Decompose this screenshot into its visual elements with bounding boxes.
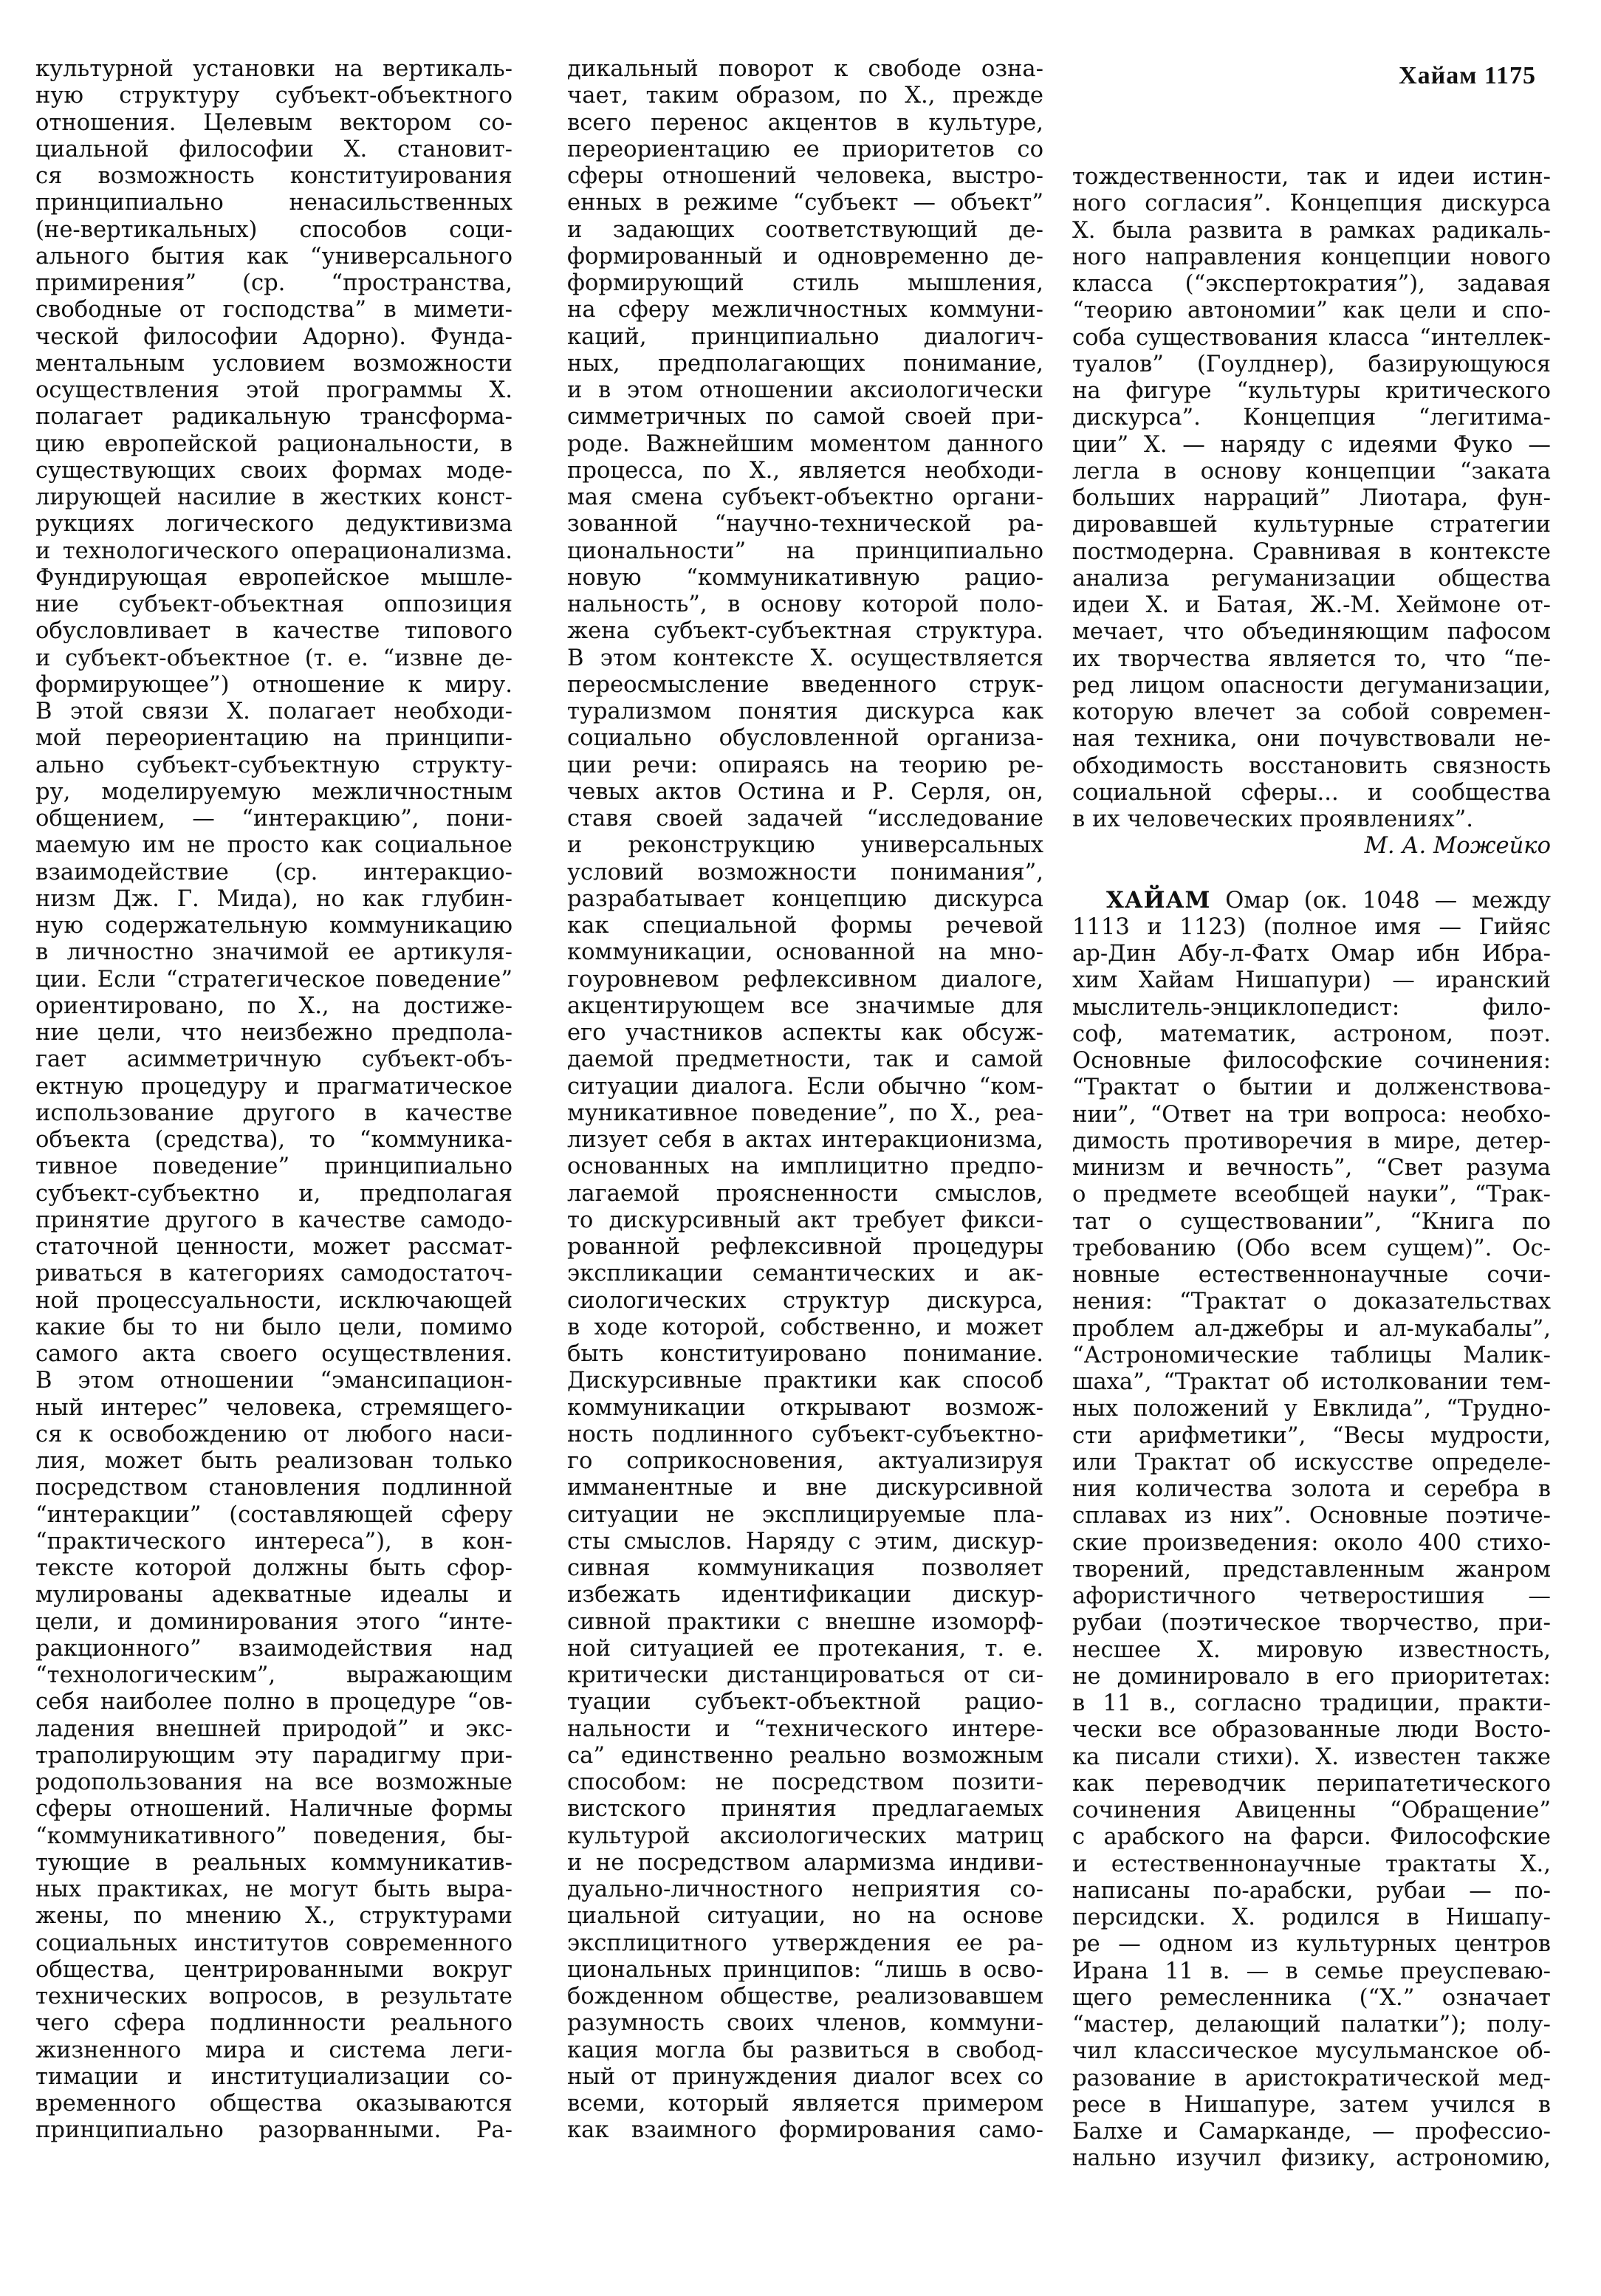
text-line: чает, таким образом, по Х., прежде — [567, 83, 1043, 109]
text-line: ции” Х. — наряду с идеями Фуко — — [1072, 431, 1551, 458]
text-line: нальность”, в основу которой поло- — [567, 592, 1043, 617]
text-line: чевых актов Остина и Р. Серля, он, — [567, 778, 1043, 805]
text-line: кация могла бы развиться в свобод- — [567, 2037, 1043, 2063]
text-line: и реконструкцию универсальных — [567, 832, 1043, 859]
running-head: Хайам 1175 — [1399, 62, 1536, 89]
text-line: симметричных по самой своей при- — [567, 404, 1043, 431]
text-line: тат о существовании”, “Книга по — [1072, 1208, 1551, 1235]
text-line: в их человеческих проявлениях”. — [1072, 806, 1473, 832]
text-line: на фигуре “культуры критического — [1072, 378, 1551, 404]
text-line: щего ремесленника (“Х.” означает — [1072, 1984, 1551, 2011]
text-line: Основные философские сочинения: — [1072, 1048, 1551, 1074]
text-column-1 — [35, 56, 512, 2145]
text-line: то дискурсивный акт требует фикси- — [567, 1207, 1043, 1233]
text-line: общества, центрированными вокруг — [35, 1956, 512, 1983]
entry-first-line — [1072, 887, 1551, 914]
text-line: циональности” на принципиально — [567, 538, 1043, 564]
text-line: в ходе которой, собственно, и может — [567, 1314, 1043, 1340]
text-line: “теорию автономии” как цели и спо- — [1072, 298, 1551, 324]
text-line: как взаимного формирования само- — [567, 2117, 1043, 2144]
text-line: дировавшей культурные стратегии — [1072, 512, 1551, 538]
text-line: Фундирующая европейское мышле- — [35, 564, 512, 591]
text-column-2 — [567, 56, 1043, 2145]
text-line: постмодерна. Сравнивая в контексте — [1072, 538, 1551, 565]
text-line: формирующий стиль мышления, — [567, 270, 1043, 296]
text-line: ставя своей задачей “исследование — [567, 806, 1043, 832]
entry-first-line-rest: Омар (ок. 1048 — между — [1210, 887, 1551, 914]
text-line: ние субъект-объектная оппозиция — [35, 592, 512, 617]
text-line: ар-Дин Абу-л-Фатх Омар ибн Ибра- — [1072, 941, 1551, 967]
text-line: ность подлинного субъект-субъектно- — [567, 1421, 1043, 1447]
text-line: нально изучил физику, астрономию, — [1072, 2145, 1551, 2172]
text-line: ориентировано, по Х., на достиже- — [35, 993, 512, 1019]
text-line: или Трактат об искусстве определе- — [1072, 1449, 1551, 1476]
text-line: ный интерес” человека, стремящего- — [35, 1394, 512, 1421]
text-line: какие бы то ни было цели, помимо — [35, 1314, 512, 1340]
text-line: и технологического операционализма. — [35, 538, 512, 564]
entry-headword: ХАЙАМ — [1106, 886, 1211, 914]
text-line: разрабатывает концепцию дискурса — [567, 885, 1043, 912]
text-line: жена субъект-субъектная структура. — [567, 618, 1043, 645]
text-line: полагает радикальную трансформа- — [35, 404, 512, 431]
text-line: сплавах из них”. Основные поэтиче- — [1072, 1503, 1551, 1529]
text-line: туации субъект-объектной рацио- — [567, 1689, 1043, 1716]
text-line: социальных институтов современного — [35, 1930, 512, 1956]
text-line: больших нарраций” Лиотара, фун- — [1072, 485, 1551, 511]
text-line: чего сфера подлинности реального — [35, 2010, 512, 2037]
text-line: ной ситуацией ее протекания, т. е. — [567, 1635, 1043, 1662]
text-line: переориентацию ее приоритетов со — [567, 136, 1043, 162]
text-line: переосмысление введенного струк- — [567, 671, 1043, 698]
text-line: го соприкосновения, актуализируя — [567, 1448, 1043, 1474]
text-line: разование в аристократической мед- — [1072, 2065, 1551, 2091]
text-line: всеми, который является примером — [567, 2091, 1043, 2117]
text-line: лирующей насилие в жестких конст- — [35, 484, 512, 510]
text-line: циальной философии Х. становит- — [35, 136, 512, 162]
text-line: формированный и одновременно де- — [567, 243, 1043, 270]
text-line: самого акта своего осуществления. — [35, 1341, 512, 1367]
text-line: ции речи: опираясь на теорию ре- — [567, 752, 1043, 778]
text-line: шаха”, “Трактат об истолковании тем- — [1072, 1369, 1551, 1395]
text-line: Балхе и Самарканде, — профессио- — [1072, 2119, 1551, 2145]
text-line: процесса, по Х., является необходи- — [567, 457, 1043, 484]
text-line: лизует себя в актах интеракционизма, — [567, 1127, 1043, 1153]
text-line: ного согласия”. Концепция дискурса — [1072, 191, 1551, 217]
text-line: сты смыслов. Наряду с этим, дискур- — [567, 1528, 1043, 1555]
text-line: “технологическим”, выражающим — [35, 1662, 512, 1688]
text-line: критически дистанцироваться от си- — [567, 1662, 1043, 1688]
text-line: творений, представленным жанром — [1072, 1556, 1551, 1583]
text-line: тимации и институциализации со- — [35, 2063, 512, 2090]
text-line: ного направления концепции нового — [1072, 244, 1551, 270]
text-line: и задающих соответствующий де- — [567, 216, 1043, 243]
text-line: ектную процедуру и прагматическое — [35, 1073, 512, 1100]
text-line: соф, математик, астроном, поэт. — [1072, 1021, 1551, 1047]
text-line: посредством становления подлинной — [35, 1475, 512, 1501]
text-line: и не посредством алармизма индиви- — [567, 1849, 1043, 1876]
text-line: нии”, “Ответ на три вопроса: необхо- — [1072, 1101, 1551, 1128]
text-line: са” единственно реально возможным — [567, 1742, 1043, 1769]
text-line: тивное поведение” принципиально — [35, 1154, 512, 1180]
text-line: муникативное поведение”, по Х., реа- — [567, 1100, 1043, 1126]
text-line: тексте которой должны быть сфор- — [35, 1555, 512, 1581]
text-line: дискурса”. Концепция “легитима- — [1072, 405, 1551, 431]
text-line: сферы отношений. Наличные формы — [35, 1796, 512, 1823]
text-line: ред лицом опасности дегуманизации, — [1072, 672, 1551, 699]
text-line: как переводчик перипатетического — [1072, 1770, 1551, 1797]
text-line: лия, может быть реализован только — [35, 1448, 512, 1474]
text-line: отношения. Целевым вектором со- — [35, 109, 512, 136]
text-line: быть конституировано понимание. — [567, 1341, 1043, 1367]
text-line: нения: “Трактат о доказательствах — [1072, 1289, 1551, 1315]
text-line: зованной “научно-технической ра- — [567, 511, 1043, 538]
text-line: культурой аксиологических матриц — [567, 1823, 1043, 1849]
text-line: “практического интереса”), в кон- — [35, 1528, 512, 1555]
text-line: свободные от господства” в мимети- — [35, 297, 512, 323]
text-line: коммуникации открывают возмож- — [567, 1394, 1043, 1421]
text-line: персидски. Х. родился в Нишапу- — [1072, 1905, 1551, 1930]
text-line: “коммуникативного” поведения, бы- — [35, 1823, 512, 1849]
text-line: новую “коммуникативную рацио- — [567, 564, 1043, 591]
text-line: в личностно значимой ее артикуля- — [35, 939, 512, 966]
text-line: ситуации диалога. Если обычно “ком- — [567, 1073, 1043, 1100]
text-line: циальной ситуации, но на основе — [567, 1903, 1043, 1930]
text-line: ские произведения: около 400 стихо- — [1072, 1529, 1551, 1556]
text-line: и естественнонаучные трактаты Х., — [1072, 1851, 1551, 1877]
text-line: ная техника, они почувствовали не- — [1072, 726, 1551, 753]
text-line: социальной сферы... и сообщества — [1072, 779, 1551, 806]
text-line: ся к освобождению от любого наси- — [35, 1421, 512, 1447]
text-line: и в этом отношении аксиологически — [567, 377, 1043, 403]
text-line: экспликации семантических и ак- — [567, 1261, 1043, 1287]
text-line: осуществления этой программы Х. — [35, 377, 512, 403]
text-line: низм Дж. Г. Мида), но как глубин- — [35, 885, 512, 912]
entry-spacer — [1072, 860, 1551, 887]
text-line: принципиально ненасильственных — [35, 190, 512, 216]
text-line: ресе в Нишапуре, затем учился в — [1072, 2091, 1551, 2118]
text-line: жены, по мнению Х., структурами — [35, 1903, 512, 1930]
text-line: В этом контексте Х. осуществляется — [567, 645, 1043, 671]
text-line: которую влечет за собой современ- — [1072, 699, 1551, 725]
text-column-3 — [1072, 164, 1551, 2173]
text-line: мой переориентацию на принципи- — [35, 725, 512, 752]
text-line: ся возможность конституирования — [35, 163, 512, 189]
text-line: Х. была развита в рамках радикаль- — [1072, 217, 1551, 244]
text-line: афористичного четверостишия — — [1072, 1583, 1551, 1609]
text-line: 1113 и 1123) (полное имя — Гийяс — [1072, 914, 1551, 940]
text-line: эксплицитного утверждения ее ра- — [567, 1930, 1043, 1956]
text-line: имманентные и вне дискурсивной — [567, 1475, 1043, 1501]
text-line: каций, принципиально диалогич- — [567, 323, 1043, 350]
text-line: мая смена субъект-объектно органи- — [567, 484, 1043, 510]
text-line: дикальный поворот к свободе озна- — [567, 56, 1043, 82]
text-line: требованию (Обо всем сущем)”. Ос- — [1072, 1235, 1551, 1261]
text-line: сочинения Авиценны “Обращение” — [1072, 1798, 1551, 1823]
author-signature: М. А. Можейко — [1364, 833, 1551, 860]
text-line: его участников аспекты как обсуж- — [567, 1020, 1043, 1046]
text-line: их творчества является то, что “пе- — [1072, 645, 1551, 672]
text-line: способом: не посредством позити- — [567, 1769, 1043, 1795]
text-line: избежать идентификации дискур- — [567, 1582, 1043, 1608]
text-line: взаимодействие (ср. интеракцио- — [35, 859, 512, 885]
text-line: димость противоречия в мире, детер- — [1072, 1128, 1551, 1154]
text-line: тождественности, так и идеи истин- — [1072, 164, 1551, 190]
text-line: цию европейской рациональности, в — [35, 431, 512, 457]
text-line: ных, предполагающих понимание, — [567, 350, 1043, 377]
text-line: на сферу межличностных коммуни- — [567, 297, 1043, 323]
text-line: тующие в реальных коммуникатив- — [35, 1849, 512, 1876]
text-line: обусловливает в качестве типового — [35, 618, 512, 645]
text-line: соба существования класса “интеллек- — [1072, 324, 1551, 351]
text-line: ру, моделируемую межличностным — [35, 778, 512, 805]
text-line: ния количества золота и серебра в — [1072, 1476, 1551, 1502]
text-line: всего перенос акцентов в культуре, — [567, 109, 1043, 136]
text-line: субъект-субъектно и, предполагая — [35, 1180, 512, 1207]
text-line: в 11 в., согласно традиции, практи- — [1072, 1690, 1551, 1716]
text-line: сферы отношений человека, выстро- — [567, 163, 1043, 189]
text-line: (не-вертикальных) способов соци- — [35, 216, 512, 243]
text-line: чил классическое мусульманское об- — [1072, 2038, 1551, 2065]
text-line: даемой предметности, так и самой — [567, 1046, 1043, 1073]
text-line: и субъект-объектное (т. е. “извне де- — [35, 645, 512, 671]
text-line: ального бытия как “универсального — [35, 243, 512, 270]
text-line: ментальным условием возможности — [35, 350, 512, 377]
text-line: В этом отношении “эмансипацион- — [35, 1368, 512, 1394]
text-line: минизм и вечность”, “Свет разума — [1072, 1155, 1551, 1181]
text-line: сиологических структур дискурса, — [567, 1287, 1043, 1314]
text-line: рованной рефлексивной процедуры — [567, 1234, 1043, 1260]
text-line: общением, — “интеракцию”, пони- — [35, 806, 512, 832]
text-line: написаны по-арабски, рубаи — по- — [1072, 1877, 1551, 1904]
text-line: циональных принципов: “лишь в осво- — [567, 1956, 1043, 1983]
text-line: обходимость восстановить связность — [1072, 753, 1551, 779]
text-line: цели, и доминирования этого “инте- — [35, 1608, 512, 1635]
text-line: статочной ценности, может рассмат- — [35, 1234, 512, 1260]
text-line: о предмете всеобщей науки”, “Трак- — [1072, 1182, 1551, 1208]
text-line: гоуровневом рефлексивном диалоге, — [567, 966, 1043, 993]
text-line: ладения внешней природой” и экс- — [35, 1716, 512, 1742]
text-line: идеи Х. и Батая, Ж.-М. Хеймоне от- — [1072, 592, 1551, 618]
text-line: Дискурсивные практики как способ — [567, 1368, 1043, 1394]
text-line: ние цели, что неизбежно предпола- — [35, 1020, 512, 1046]
text-line: сти арифметики”, “Весы мудрости, — [1072, 1422, 1551, 1449]
text-line: ную содержательную коммуникацию — [35, 913, 512, 939]
text-line: вистского принятия предлагаемых — [567, 1796, 1043, 1823]
text-line: ции. Если “стратегическое поведение” — [35, 966, 512, 993]
text-line: принятие другого в качестве самодо- — [35, 1207, 512, 1233]
text-line: себя наиболее полно в процедуре “ов- — [35, 1689, 512, 1716]
text-line: риваться в категориях самодостаточ- — [35, 1261, 512, 1287]
text-line: анализа регуманизации общества — [1072, 565, 1551, 592]
text-line: ных положений у Евклида”, “Трудно- — [1072, 1396, 1551, 1422]
text-line: маемую им не просто как социальное — [35, 832, 512, 859]
text-line: акцентирующем все значимые для — [567, 993, 1043, 1019]
text-line: социально обусловленной организа- — [567, 725, 1043, 752]
text-line: родопользования на все возможные — [35, 1769, 512, 1795]
text-line: мулированы адекватные идеалы и — [35, 1582, 512, 1608]
text-line: условий возможности понимания”, — [567, 859, 1043, 885]
text-line: рукциях логического дедуктивизма — [35, 511, 512, 538]
text-line: коммуникации, основанной на мно- — [567, 939, 1043, 966]
text-line: чески все образованные люди Восто- — [1072, 1717, 1551, 1744]
text-line: енных в режиме “субъект — объект” — [567, 190, 1043, 216]
text-line: ситуации не эксплицируемые пла- — [567, 1501, 1043, 1528]
text-line: турализмом понятия дискурса как — [567, 699, 1043, 724]
text-line: основанных на имплицитно предпо- — [567, 1154, 1043, 1180]
text-line: использование другого в качестве — [35, 1100, 512, 1126]
text-line: роде. Важнейшим моментом данного — [567, 431, 1043, 457]
text-line: ных практиках, не могут быть выра- — [35, 1877, 512, 1902]
text-line: существующих своих формах моде- — [35, 457, 512, 484]
text-line: дуально-личностного неприятия со- — [567, 1877, 1043, 1902]
text-line: “Астрономические таблицы Малик- — [1072, 1342, 1551, 1368]
text-line: с арабского на фарси. Философские — [1072, 1824, 1551, 1851]
text-line: траполирующим эту парадигму при- — [35, 1742, 512, 1769]
text-line: лагаемой проясненности смыслов, — [567, 1180, 1043, 1207]
text-line: жизненного мира и система леги- — [35, 2037, 512, 2063]
text-line: примирения” (ср. “пространства, — [35, 270, 512, 296]
text-line: ную структуру субъект-объектного — [35, 83, 512, 109]
text-line: мечает, что объединяющим пафосом — [1072, 619, 1551, 645]
text-line: мыслитель-энциклопедист: фило- — [1072, 994, 1551, 1021]
text-line: временного общества оказываются — [35, 2091, 512, 2117]
text-line: сивная коммуникация позволяет — [567, 1555, 1043, 1581]
text-line: как специальной формы речевой — [567, 913, 1043, 939]
text-line: ный от принуждения диалог всех со — [567, 2063, 1043, 2090]
text-line: не доминировало в его приоритетах: — [1072, 1663, 1551, 1690]
text-line: культурной установки на вертикаль- — [35, 56, 512, 82]
text-line: сивной практики с внешне изоморф- — [567, 1608, 1043, 1635]
text-line: несшее Х. мировую известность, — [1072, 1637, 1551, 1663]
text-line: “мастер, делающий палатки”); полу- — [1072, 2012, 1551, 2038]
text-line: легла в основу концепции “заката — [1072, 458, 1551, 484]
text-line: хим Хайам Нишапури) — иранский — [1072, 967, 1551, 994]
text-line: класса (“экспертократия”), задавая — [1072, 271, 1551, 297]
text-line: ной процессуальности, исключающей — [35, 1287, 512, 1314]
text-line: ре — одном из культурных центров — [1072, 1931, 1551, 1958]
text-line: объекта (средства), то “коммуника- — [35, 1127, 512, 1153]
text-line: В этой связи Х. полагает необходи- — [35, 699, 512, 724]
text-line: проблем ал-джебры и ал-мукабалы”, — [1072, 1315, 1551, 1342]
text-line: формирующее”) отношение к миру. — [35, 671, 512, 698]
text-line: принципиально разорванными. Ра- — [35, 2117, 512, 2144]
text-line: рубаи (поэтическое творчество, при- — [1072, 1610, 1551, 1637]
text-line: туалов” (Гоулднер), базирующуюся — [1072, 351, 1551, 377]
text-line: ческой философии Адорно). Фунда- — [35, 323, 512, 350]
text-line: ка писали стихи). Х. известен также — [1072, 1744, 1551, 1770]
text-line: технических вопросов, в результате — [35, 1984, 512, 2009]
text-line: божденном обществе, реализовавшем — [567, 1984, 1043, 2009]
text-line: гает асимметричную субъект-объ- — [35, 1046, 512, 1073]
text-line: “Трактат о бытии и долженствова- — [1072, 1075, 1551, 1101]
text-line: новные естественнонаучные сочи- — [1072, 1262, 1551, 1288]
text-line: “интеракции” (составляющей сферу — [35, 1501, 512, 1528]
text-line: ально субъект-субъектную структу- — [35, 752, 512, 778]
text-line: ракционного” взаимодействия над — [35, 1635, 512, 1662]
text-line: разумность своих членов, коммуни- — [567, 2010, 1043, 2037]
text-line: нальности и “технического интере- — [567, 1716, 1043, 1742]
text-line: Ирана 11 в. — в семье преуспеваю- — [1072, 1958, 1551, 1984]
